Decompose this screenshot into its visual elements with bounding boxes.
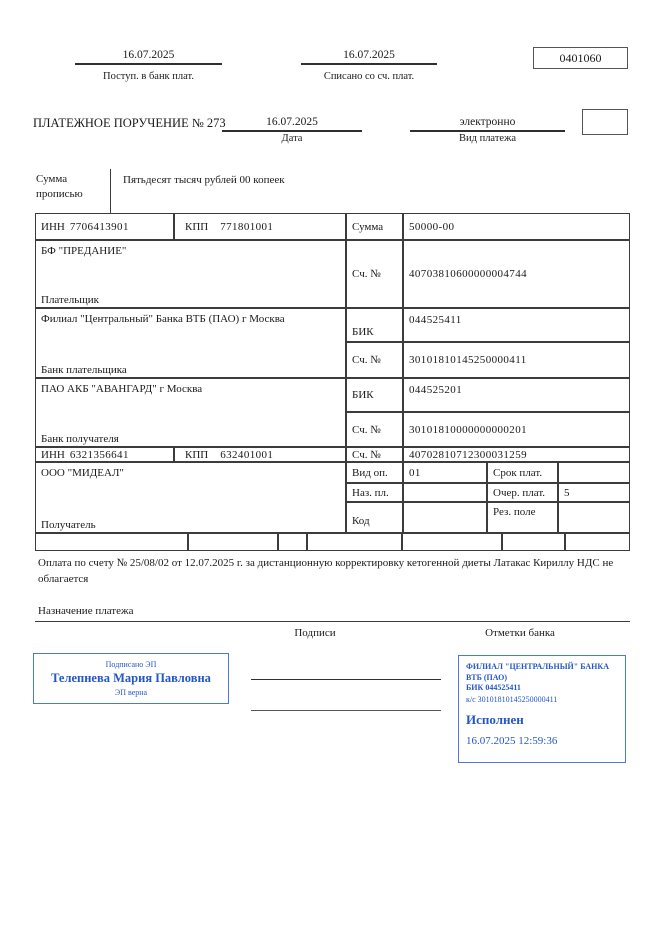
payer-bank-account-label-cell: Сч. № xyxy=(346,342,403,378)
payer-account-value-cell: 40703810600000004744 xyxy=(403,240,630,308)
amount-words-divider xyxy=(110,169,111,213)
payer-bank-bik-label-cell: БИК xyxy=(346,308,403,342)
purpose-underline xyxy=(35,621,630,622)
debited-date-field xyxy=(301,49,437,65)
purpose-code-label-cell: Наз. пл. xyxy=(346,483,403,502)
bank-marks-label: Отметки банка xyxy=(485,627,555,639)
esign-name: Телепнева Мария Павловна xyxy=(51,671,211,685)
esign-line3: ЭП верна xyxy=(114,688,148,697)
payee-bank-account-value-cell: 30101810000000000201 xyxy=(403,412,630,447)
payee-bank-account-label-cell: Сч. № xyxy=(346,412,403,447)
payer-name-cell xyxy=(35,240,346,308)
payer-inn-cell: ИНН 7706413901 xyxy=(35,213,174,240)
signatures-label: Подписи xyxy=(294,627,336,639)
reserve-value-cell xyxy=(558,502,630,533)
esign-stamp xyxy=(33,653,229,704)
amount-label-cell: Сумма xyxy=(346,213,403,240)
bank-stamp-datetime: 16.07.2025 12:59:36 xyxy=(466,734,558,747)
doc-date-label: Дата xyxy=(281,133,303,144)
payer-bank-caption: Банк плательщика xyxy=(41,364,127,376)
reserve-label-cell: Рез. поле xyxy=(487,502,558,533)
amount-words-value: Пятьдесят тысяч рублей 00 копеек xyxy=(123,174,285,186)
bank-stamp-line1: ФИЛИАЛ "ЦЕНТРАЛЬНЫЙ" БАНКА xyxy=(466,662,609,671)
op-kind-value-cell: 01 xyxy=(403,462,487,483)
op-kind-label-cell: Вид оп. xyxy=(346,462,403,483)
amount-words-label: Сумма прописью xyxy=(36,173,83,200)
signature-line-1 xyxy=(251,679,441,680)
bank-stamp xyxy=(458,655,626,763)
purpose-code-value-cell xyxy=(403,483,487,502)
payment-kind-label: Вид платежа xyxy=(458,133,516,144)
payee-name-cell xyxy=(35,462,346,533)
payer-account-label-cell: Сч. № xyxy=(346,240,403,308)
payee-bank-bik-label-cell: БИК xyxy=(346,378,403,412)
payee-bank-name: ПАО АКБ "АВАНГАРД" г Москва xyxy=(41,383,203,395)
purpose-text: Оплата по счету № 25/08/02 от 12.07.2025 г. за дистанционную корректировку кетогенной диеты Латакас Кириллу НДС не облагается xyxy=(38,557,614,585)
amount-value-cell: 50000-00 xyxy=(403,213,630,240)
bank-stamp-line4: к/с 30101810145250000411 xyxy=(466,694,558,704)
tax-field-cell xyxy=(565,533,630,551)
code-value-cell xyxy=(403,502,487,533)
esign-line1: Подписано ЭП xyxy=(105,660,157,669)
payment-kind: электронно xyxy=(459,116,516,128)
debited-date-label: Списано со сч. плат. xyxy=(323,71,415,82)
received-date: 16.07.2025 xyxy=(122,49,175,61)
form-code: 0401060 xyxy=(559,50,602,65)
payee-account-label-cell: Сч. № xyxy=(346,447,403,462)
debited-date: 16.07.2025 xyxy=(343,49,395,61)
payer-kpp-cell: КПП 771801001 xyxy=(174,213,346,240)
payment-kind-field xyxy=(410,116,565,132)
payer-caption: Плательщик xyxy=(41,294,99,306)
tax-field-cell xyxy=(502,533,565,551)
signature-line-2 xyxy=(251,710,441,711)
received-date-label: Поступ. в банк плат. xyxy=(103,71,194,82)
bank-stamp-status: Исполнен xyxy=(466,711,524,727)
doc-date: 16.07.2025 xyxy=(266,116,318,128)
payee-bank-cell xyxy=(35,378,346,447)
payee-account-value-cell: 40702810712300031259 xyxy=(403,447,630,462)
bank-stamp-line2: ВТБ (ПАО) xyxy=(466,672,508,682)
received-date-field xyxy=(75,49,222,65)
tax-field-cell xyxy=(188,533,278,551)
payer-bank-bik-value-cell: 044525411 xyxy=(403,308,630,342)
term-label-cell: Срок плат. xyxy=(487,462,558,483)
payer-bank-account-value-cell: 30101810145250000411 xyxy=(403,342,630,378)
tax-field-cell xyxy=(35,533,188,551)
payee-caption: Получатель xyxy=(41,519,96,531)
purpose-label: Назначение платежа xyxy=(38,605,134,617)
payee-name: ООО "МИДЕАЛ" xyxy=(41,467,124,479)
tax-field-cell xyxy=(278,533,307,551)
reserved-box xyxy=(582,109,628,135)
bank-stamp-line3: БИК 044525411 xyxy=(466,683,521,692)
payer-bank-cell xyxy=(35,308,346,378)
payer-bank-name: Филиал "Центральный" Банка ВТБ (ПАО) г Москва xyxy=(41,313,285,325)
priority-value-cell: 5 xyxy=(558,483,630,502)
form-code-box xyxy=(533,47,628,69)
tax-field-cell xyxy=(402,533,502,551)
priority-label-cell: Очер. плат. xyxy=(487,483,558,502)
code-label-cell: Код xyxy=(346,502,403,533)
payer-name: БФ "ПРЕДАНИЕ" xyxy=(41,245,127,257)
doc-title: ПЛАТЕЖНОЕ ПОРУЧЕНИЕ № 273 xyxy=(33,116,226,130)
term-value-cell xyxy=(558,462,630,483)
payee-bank-bik-value-cell: 044525201 xyxy=(403,378,630,412)
tax-field-cell xyxy=(307,533,402,551)
payee-bank-caption: Банк получателя xyxy=(41,433,119,445)
payee-kpp-cell: КПП 632401001 xyxy=(174,447,346,462)
payee-inn-cell: ИНН 6321356641 xyxy=(35,447,174,462)
doc-date-field xyxy=(222,116,362,132)
